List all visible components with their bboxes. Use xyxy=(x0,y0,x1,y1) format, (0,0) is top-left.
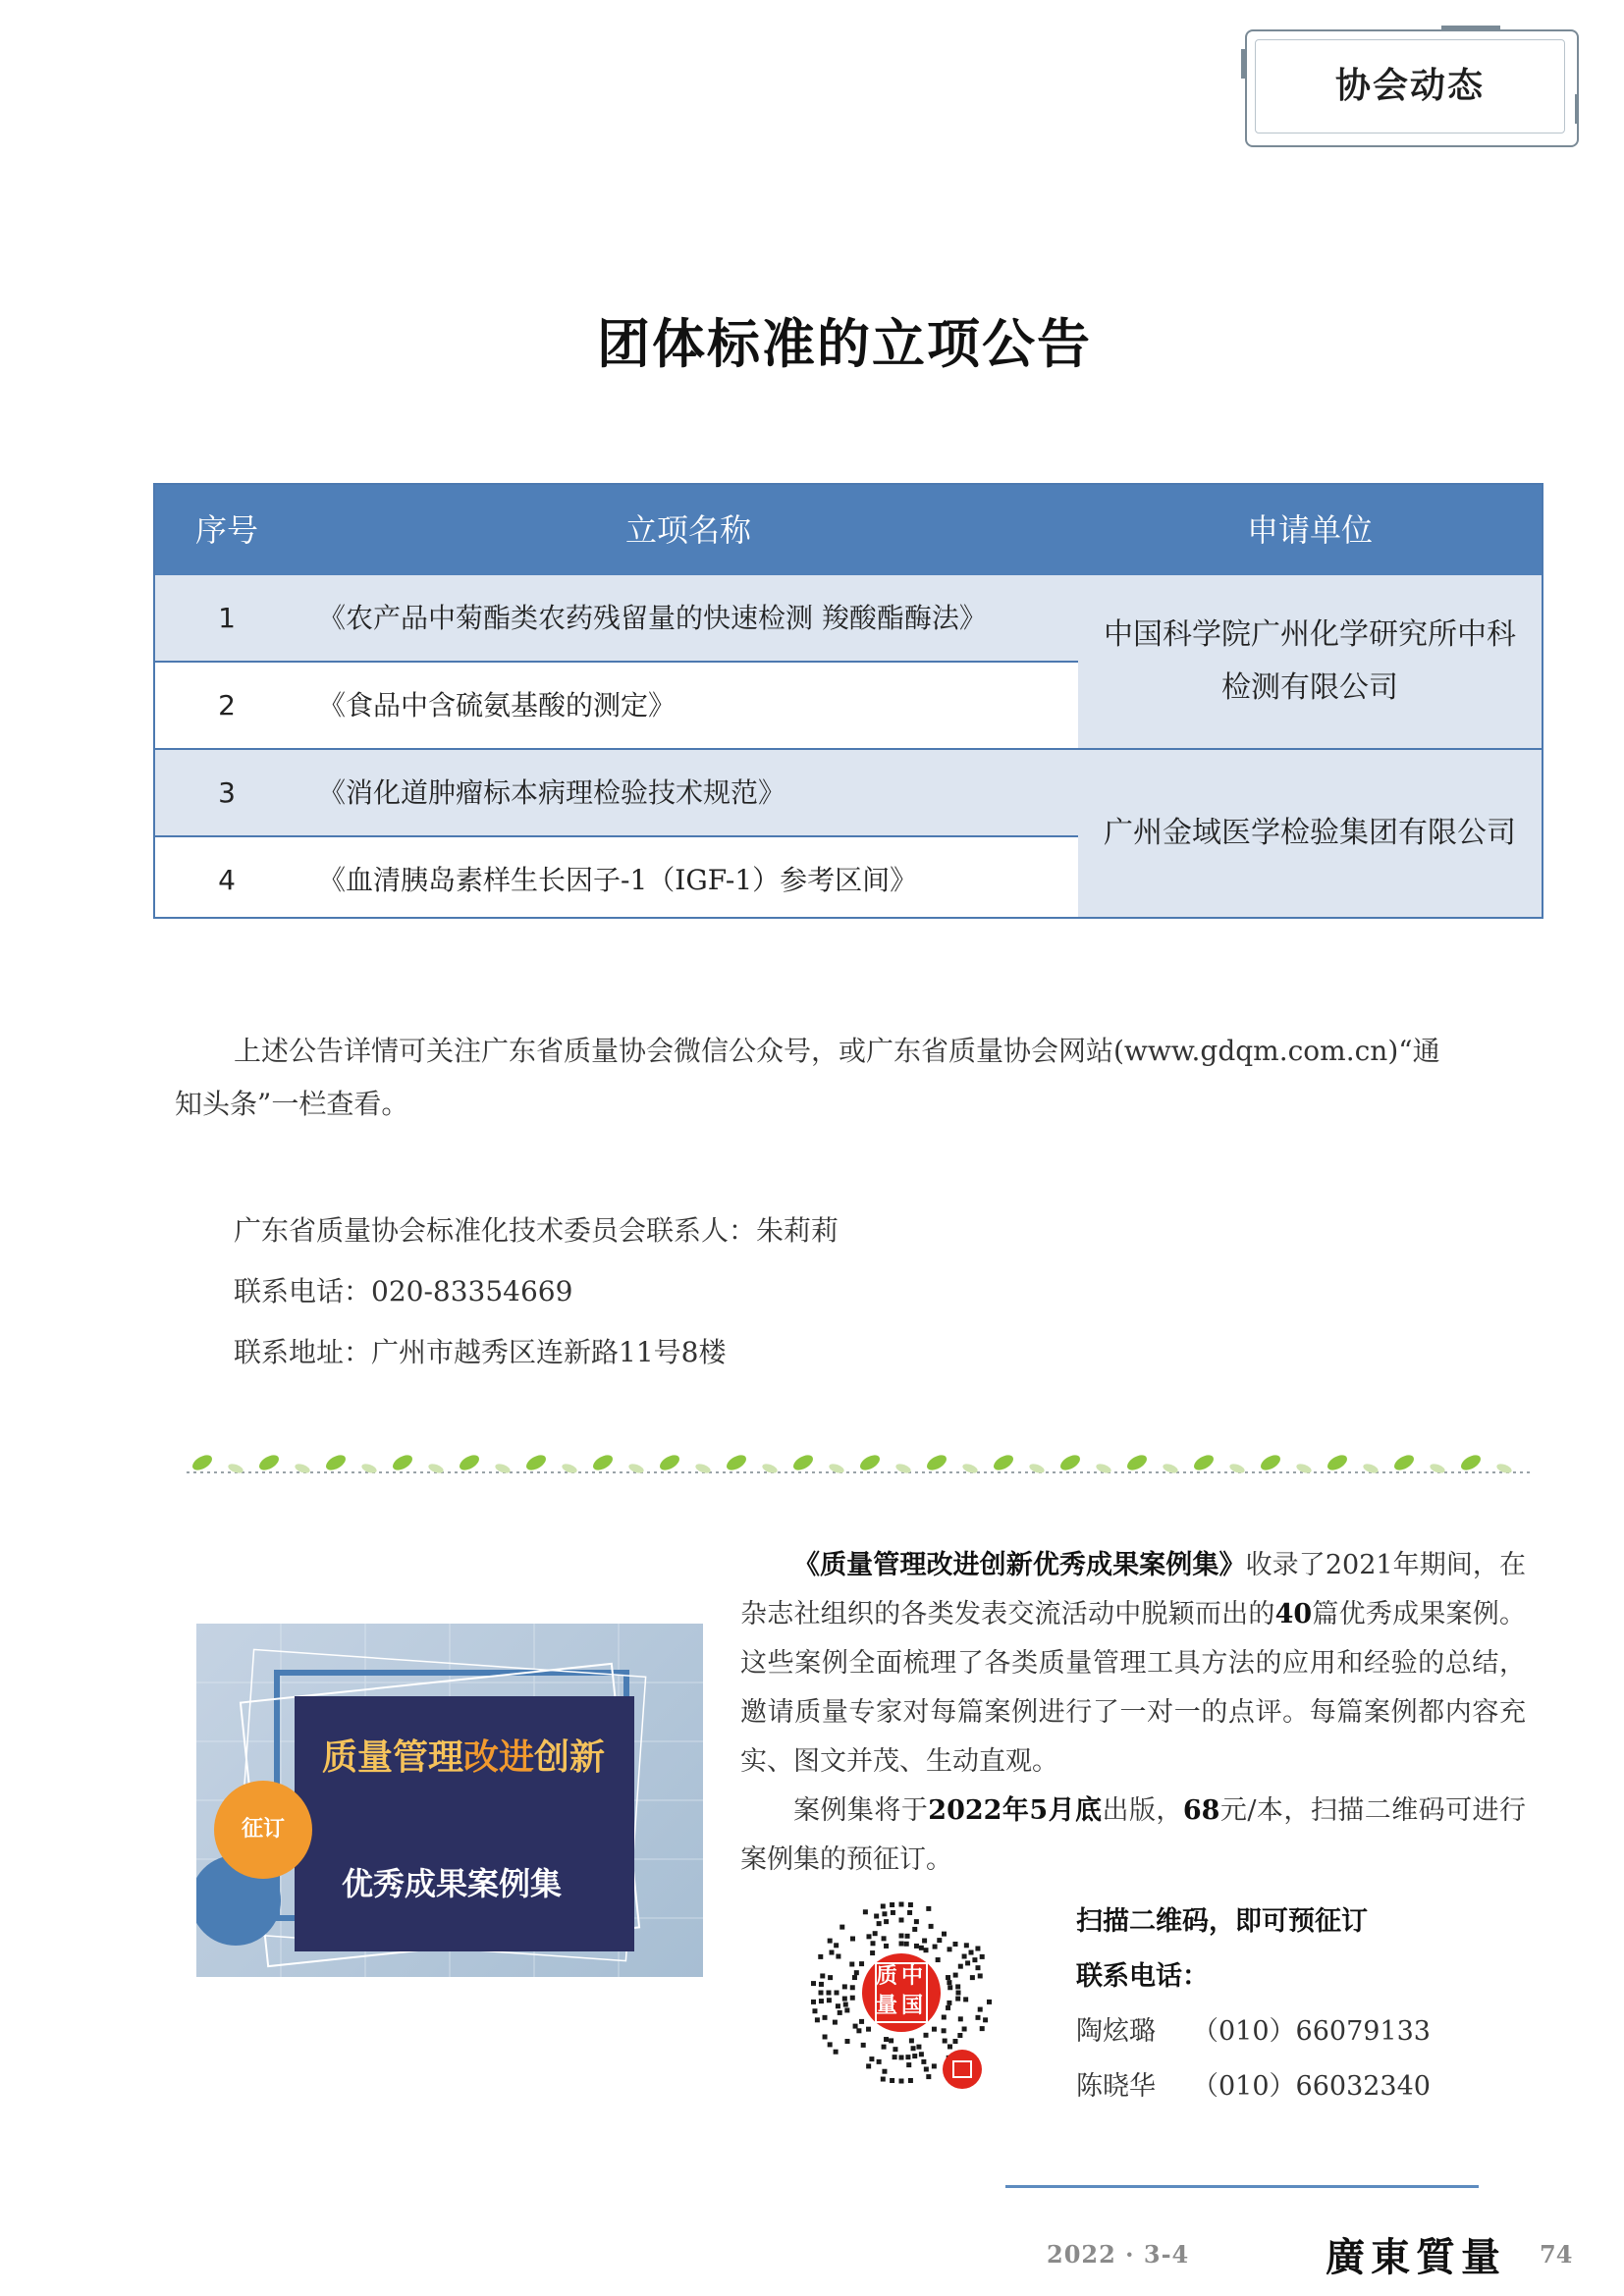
applicant-unit-2 xyxy=(1078,750,1542,917)
qr-dot xyxy=(861,2043,866,2048)
leaf-icon xyxy=(1391,1452,1416,1472)
qr-dot xyxy=(975,1947,980,1951)
qr-dot xyxy=(987,2000,992,2004)
leaf-icon xyxy=(523,1452,548,1472)
qr-dot xyxy=(953,1973,958,1978)
qr-dot xyxy=(916,2045,921,2050)
qr-dot xyxy=(827,1991,832,1996)
qr-dot xyxy=(942,2028,947,2033)
qr-dot xyxy=(952,1942,957,1947)
qr-dot xyxy=(906,2062,911,2067)
qr-dot xyxy=(922,1939,927,1944)
banner-title-part: 创新 xyxy=(534,1737,606,1778)
leaf-icon xyxy=(1228,1463,1246,1475)
qr-dot xyxy=(882,2069,887,2074)
qr-dot xyxy=(947,1985,952,1990)
qr-dot xyxy=(933,1945,938,1949)
qr-dot xyxy=(958,2016,963,2021)
qr-dot xyxy=(899,2056,904,2060)
qr-dot xyxy=(850,1985,855,1990)
qr-logo-text: 质量 xyxy=(876,1963,898,2018)
qr-dot xyxy=(926,1906,931,1911)
qr-dot xyxy=(869,2056,874,2061)
banner-graphic xyxy=(196,1624,703,1977)
unit-line: 检测有限公司 xyxy=(1221,670,1398,705)
qr-dot xyxy=(908,2078,913,2083)
qr-dot xyxy=(969,1950,974,1955)
leaf-icon xyxy=(590,1452,615,1472)
qr-dot xyxy=(909,2038,914,2043)
leaf-icon xyxy=(1495,1463,1513,1475)
qr-dot xyxy=(890,1902,894,1907)
qr-dot xyxy=(881,2077,886,2082)
qr-dot xyxy=(905,1934,910,1939)
qr-dot xyxy=(818,1954,823,1959)
qr-dot xyxy=(947,2044,952,2049)
qr-dot xyxy=(833,2020,838,2025)
qr-dot xyxy=(921,2059,926,2064)
qr-dot xyxy=(955,1997,960,2002)
qr-dot xyxy=(820,1973,825,1978)
promo-paragraph-2 xyxy=(740,1787,1526,1885)
leaf-icon xyxy=(294,1463,311,1475)
qr-dot xyxy=(952,2039,957,2044)
qr-dot xyxy=(943,2039,947,2044)
subscribe-badge: 征订 xyxy=(241,1817,285,1842)
qr-dot xyxy=(819,1982,824,1987)
qr-dot xyxy=(962,1954,967,1959)
qr-dot xyxy=(932,2027,937,2032)
banner-subtitle: 优秀成果案例集 xyxy=(342,1865,563,1902)
qr-dot xyxy=(866,2063,871,2068)
qr-dot xyxy=(882,2045,887,2050)
qr-dot xyxy=(877,1921,882,1926)
qr-dot xyxy=(946,2005,950,2010)
leaf-icon xyxy=(761,1463,779,1475)
qr-dot xyxy=(975,2015,980,2020)
frame-tick xyxy=(1575,94,1579,124)
qr-dot xyxy=(905,2055,910,2059)
leaf-icon xyxy=(323,1452,348,1472)
qr-dot xyxy=(850,1996,855,2001)
leaf-icon xyxy=(561,1463,578,1475)
qr-dot xyxy=(936,1957,941,1962)
qr-dot xyxy=(834,1943,839,1948)
qr-dot xyxy=(856,2028,861,2033)
qr-dot xyxy=(842,1997,847,2002)
contact-name: 陶炫璐 xyxy=(1076,2016,1156,2047)
promo-text: 篇优秀成果案例。这些案例全面梳理了各类质量管理工具方法的应用和经验的总结，邀请质量专家对每篇案例进行了一对一的点评。每篇案例都内容充实、图文并茂、生动直观。 xyxy=(740,1599,1527,1777)
page-number: 74 xyxy=(1540,2240,1573,2269)
qr-dot xyxy=(919,2052,924,2056)
qr-dot xyxy=(819,1999,824,2003)
qr-dot xyxy=(834,2050,839,2055)
contact-label: 联系电话： xyxy=(1076,1961,1209,1992)
qr-dot xyxy=(957,2033,962,2038)
promo-text: 出版， xyxy=(1102,1795,1183,1826)
magazine-name: 廣東質量 xyxy=(1326,2234,1506,2280)
qr-dot xyxy=(929,1924,934,1929)
leaf-icon xyxy=(924,1452,948,1472)
leaf-icon xyxy=(457,1452,481,1472)
qr-dot xyxy=(850,1937,855,1942)
qr-dot xyxy=(914,1919,919,1924)
qr-dot xyxy=(812,2008,817,2013)
qr-dot xyxy=(955,1984,960,1989)
table-row xyxy=(155,750,1078,835)
leaf-icon xyxy=(1295,1463,1313,1475)
qr-dot xyxy=(970,1975,975,1980)
qr-logo-text: 中国 xyxy=(901,1963,924,2018)
qr-dot xyxy=(884,1919,889,1924)
qr-dot xyxy=(811,2000,816,2004)
qr-dot xyxy=(843,2002,848,2007)
header-unit: 申请单位 xyxy=(1246,511,1373,549)
qr-dot xyxy=(844,2007,849,2012)
qr-dot xyxy=(947,1947,952,1951)
leaf-icon xyxy=(828,1463,845,1475)
qr-dot xyxy=(842,1984,847,1989)
qr-dot xyxy=(946,1975,950,1980)
notice-line-1: 上述公告详情可关注广东省质量协会微信公众号，或广东省质量协会网站(www.gdqm.com.cn)“通 xyxy=(234,1035,1440,1067)
row-num: 1 xyxy=(218,602,236,634)
qr-dot xyxy=(893,2055,897,2059)
banner-title-part: 改进 xyxy=(463,1737,535,1778)
page-title: 团体标准的立项公告 xyxy=(597,313,1092,375)
leaf-icon xyxy=(724,1452,748,1472)
qr-dot xyxy=(978,1973,983,1978)
qr-dot xyxy=(827,1998,832,2002)
qr-dot xyxy=(932,2063,937,2068)
promo-text: 收录了2021年期间，在杂志社组织的各类发表交流活动中脱颖而出的 xyxy=(740,1550,1527,1629)
qr-dot xyxy=(904,1942,909,1947)
row-num: 2 xyxy=(218,689,236,721)
section-tag xyxy=(1245,29,1577,145)
banner-title-part: 质量管理 xyxy=(322,1737,464,1778)
qr-dot xyxy=(911,2046,916,2051)
qr-dot xyxy=(863,1909,868,1914)
qr-dot xyxy=(899,2079,904,2084)
notice-line-2: 知头条”一栏查看。 xyxy=(175,1088,409,1120)
qr-dot xyxy=(870,1950,875,1955)
qr-dot xyxy=(852,1975,857,1980)
qr-dot xyxy=(924,1948,929,1952)
table-row xyxy=(155,837,1078,923)
leaf-divider xyxy=(187,1447,1534,1482)
qr-contact-block xyxy=(1076,1895,1431,2114)
contact-name: 陈晓华 xyxy=(1076,2071,1156,2102)
qr-dot xyxy=(815,2017,820,2022)
qr-dot xyxy=(867,1934,872,1939)
qr-dot xyxy=(859,2019,864,2024)
promo-text: 元/本，扫描二维码可进行案例集的预征订。 xyxy=(740,1795,1527,1875)
leaf-icon xyxy=(1325,1452,1349,1472)
row-num: 4 xyxy=(218,864,236,896)
qr-dot xyxy=(924,2033,929,2038)
leaf-icon xyxy=(657,1452,681,1472)
qr-dot xyxy=(871,1941,876,1946)
qr-dot xyxy=(835,1991,839,1996)
qr-dot xyxy=(866,2027,871,2032)
qr-dot xyxy=(828,2042,833,2047)
qr-dot xyxy=(811,1981,816,1986)
leaf-icon xyxy=(1191,1452,1216,1472)
qr-dot xyxy=(947,2001,951,2005)
leaf-icon xyxy=(1057,1452,1082,1472)
leaf-icon xyxy=(1124,1452,1149,1472)
qr-dot xyxy=(912,1927,917,1932)
publish-date: 2022年5月底 xyxy=(928,1795,1103,1826)
promo-paragraph-1 xyxy=(740,1541,1526,1787)
qr-dot xyxy=(823,2015,828,2020)
banner-title xyxy=(322,1730,605,1780)
leaf-icon xyxy=(1458,1452,1483,1472)
unit-line: 广州金域医学检验集团有限公司 xyxy=(1104,816,1516,850)
qr-dot xyxy=(890,2078,894,2083)
qr-dot xyxy=(836,2003,840,2008)
qr-dot xyxy=(854,1970,859,1975)
table-header xyxy=(155,485,1542,575)
qr-dot xyxy=(899,1942,904,1947)
row-name: 《农产品中菊酯类农药残留量的快速检测 羧酸酯酶法》 xyxy=(318,602,987,634)
issue-date: 2022 · 3-4 xyxy=(1047,2240,1190,2269)
leaf-icon xyxy=(360,1463,378,1475)
qr-dot xyxy=(926,2074,931,2079)
row-name: 《消化道肿瘤标本病理检验技术规范》 xyxy=(318,776,786,809)
qr-dot xyxy=(912,2054,917,2058)
leaf-icon xyxy=(991,1452,1015,1472)
qr-dot xyxy=(882,1936,887,1941)
price: 68 xyxy=(1182,1795,1220,1826)
row-name: 《血清胰岛素样生长因子-1（IGF-1）参考区间》 xyxy=(318,864,918,896)
standards-table xyxy=(153,483,1543,919)
promo-text: 案例集将于 xyxy=(793,1795,929,1826)
qr-dot xyxy=(908,1902,913,1907)
qr-dot xyxy=(975,1965,980,1970)
qr-dot xyxy=(884,2037,889,2042)
qr-dot xyxy=(942,2015,947,2020)
qr-dot xyxy=(829,1950,834,1955)
qr-dot xyxy=(956,1991,961,1996)
header-num: 序号 xyxy=(194,511,258,549)
qr-dot xyxy=(947,1980,951,1985)
qr-dot xyxy=(899,1918,904,1923)
book-title: 《质量管理改进创新优秀成果案例集》 xyxy=(793,1550,1246,1580)
qr-dot xyxy=(919,1946,924,1950)
contact-address: 联系地址：广州市越秀区连新路11号8楼 xyxy=(234,1336,727,1368)
row-num: 3 xyxy=(218,776,236,809)
table-row xyxy=(155,663,1078,748)
leaf-icon xyxy=(1258,1452,1282,1472)
unit-line: 中国科学院广州化学研究所中科 xyxy=(1104,617,1516,652)
leaf-icon xyxy=(790,1452,815,1472)
footer-rule xyxy=(1005,2185,1479,2188)
row-name: 《食品中含硫氨基酸的测定》 xyxy=(318,689,677,721)
contact-phone: 联系电话：020-83354669 xyxy=(234,1275,573,1308)
qr-dot xyxy=(980,1954,985,1959)
promo-description xyxy=(740,1541,1526,1885)
qr-dot xyxy=(980,2026,985,2031)
qr-dot xyxy=(874,1914,879,1919)
qr-dot xyxy=(899,1902,904,1907)
header-name: 立项名称 xyxy=(624,511,751,549)
qr-dot xyxy=(899,1934,904,1939)
qr-dot xyxy=(924,2066,929,2071)
contact-row xyxy=(1076,2004,1431,2059)
book-banner[interactable] xyxy=(196,1624,703,1977)
qr-dot xyxy=(962,2027,967,2032)
leaf-icon xyxy=(189,1452,214,1472)
qr-dot xyxy=(881,1903,886,1908)
qr-dot xyxy=(828,1975,833,1980)
qr-dot xyxy=(907,1910,912,1915)
qr-caption: 扫描二维码，即可预征订 xyxy=(1076,1906,1368,1937)
leaf-icon xyxy=(857,1452,882,1472)
qr-dot xyxy=(972,1957,977,1962)
qr-dot xyxy=(937,1938,942,1943)
contact-row xyxy=(1076,2059,1431,2114)
qr-dot xyxy=(884,1944,889,1949)
qr-dot xyxy=(838,2010,842,2015)
qr-dot xyxy=(965,1960,970,1965)
qr-dot xyxy=(853,2024,858,2029)
leaf-icon xyxy=(256,1452,281,1472)
table-row xyxy=(155,575,1078,661)
contact-number: （010）66079133 xyxy=(1192,2016,1431,2047)
leaf-icon xyxy=(1028,1463,1046,1475)
qr-dot xyxy=(978,2007,983,2012)
qr-dot xyxy=(963,1997,968,2002)
contact-person: 广东省质量协会标准化技术委员会联系人：朱莉莉 xyxy=(234,1214,839,1247)
qr-dot xyxy=(828,1939,833,1944)
qr-dot xyxy=(964,1943,969,1948)
qr-dot xyxy=(914,1944,919,1949)
qr-dot xyxy=(823,2035,828,2040)
qr-dot xyxy=(942,1932,947,1937)
qr-dot xyxy=(877,2059,882,2064)
qr-dot xyxy=(836,1954,840,1959)
qr-dot xyxy=(819,1991,824,1996)
qr-code[interactable] xyxy=(803,1895,1000,2101)
qr-dot xyxy=(983,2017,988,2022)
qr-dot xyxy=(845,2039,850,2044)
qr-dot xyxy=(882,1911,887,1916)
leaf-icon xyxy=(390,1452,414,1472)
section-tag-label: 协会动态 xyxy=(1334,66,1485,106)
contact-number: （010）66032340 xyxy=(1192,2071,1431,2102)
qr-dot xyxy=(859,1961,864,1966)
qr-dot xyxy=(839,1925,844,1930)
qr-dot xyxy=(889,2038,893,2043)
qr-dot xyxy=(893,2047,897,2052)
qr-dot xyxy=(873,1931,878,1936)
qr-dot xyxy=(958,1964,963,1969)
case-count: 40 xyxy=(1274,1599,1313,1629)
qr-dot xyxy=(891,1910,895,1915)
applicant-unit-1 xyxy=(1078,575,1542,748)
qr-dot xyxy=(849,1962,854,1967)
